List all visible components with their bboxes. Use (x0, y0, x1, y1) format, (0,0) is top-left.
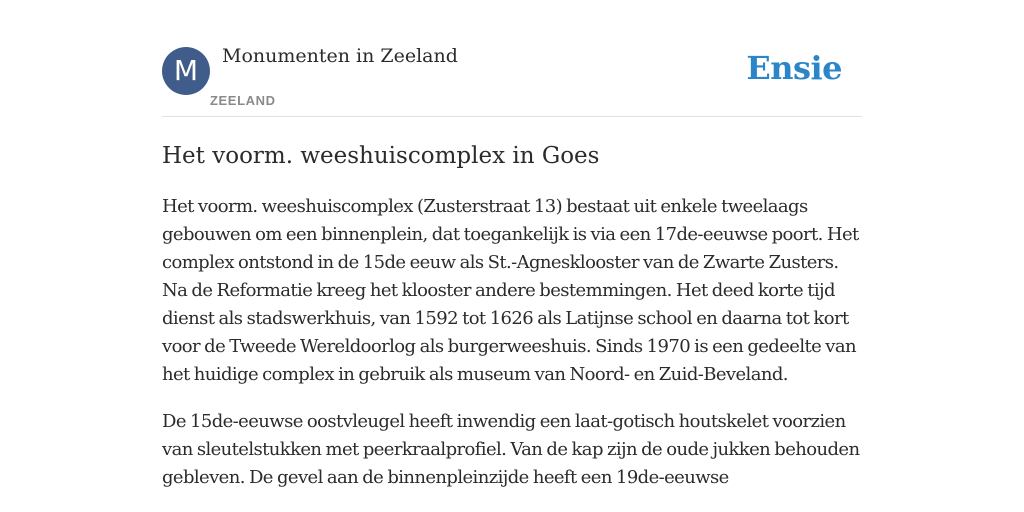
article-title: Het voorm. weeshuiscomplex in Goes (162, 143, 600, 169)
page (162, 0, 862, 492)
category-label[interactable]: ZEELAND (210, 93, 276, 108)
header (162, 0, 862, 117)
article-paragraph-2: De 15de-eeuwse oostvleugel heeft inwendig een laat-gotisch houtskelet voorzien van sleutelstukken met peerkraalprofiel. Van de kap zijn de oude jukken behouden gebleven. De gevel aan de binnenpleinzijde heeft een 19de-eeuwse (162, 411, 860, 488)
source-title[interactable]: Monumenten in Zeeland (222, 45, 458, 67)
article-paragraph-1: Het voorm. weeshuiscomplex (Zusterstraat 13) bestaat uit enkele tweelaags gebouwen om een binnenplein, dat toegankelijk is via een 17de-eeuwse poort. Het complex ontstond in de 15de eeuw als St.-Agnesklooster van de Zwarte Zusters. Na de Reformatie kreeg het klooster andere bestemmingen. Het deed korte tijd dienst als stadswerkhuis, van 1592 tot 1626 als Latijnse school en daarna tot kort voor de Tweede Wereldoorlog als burgerweeshuis. Sinds 1970 is een gedeelte van het huidige complex in gebruik als museum van Noord- en Zuid-Beveland. (162, 196, 859, 385)
avatar[interactable]: M (162, 47, 210, 95)
brand-logo[interactable]: Ensie (746, 49, 842, 87)
